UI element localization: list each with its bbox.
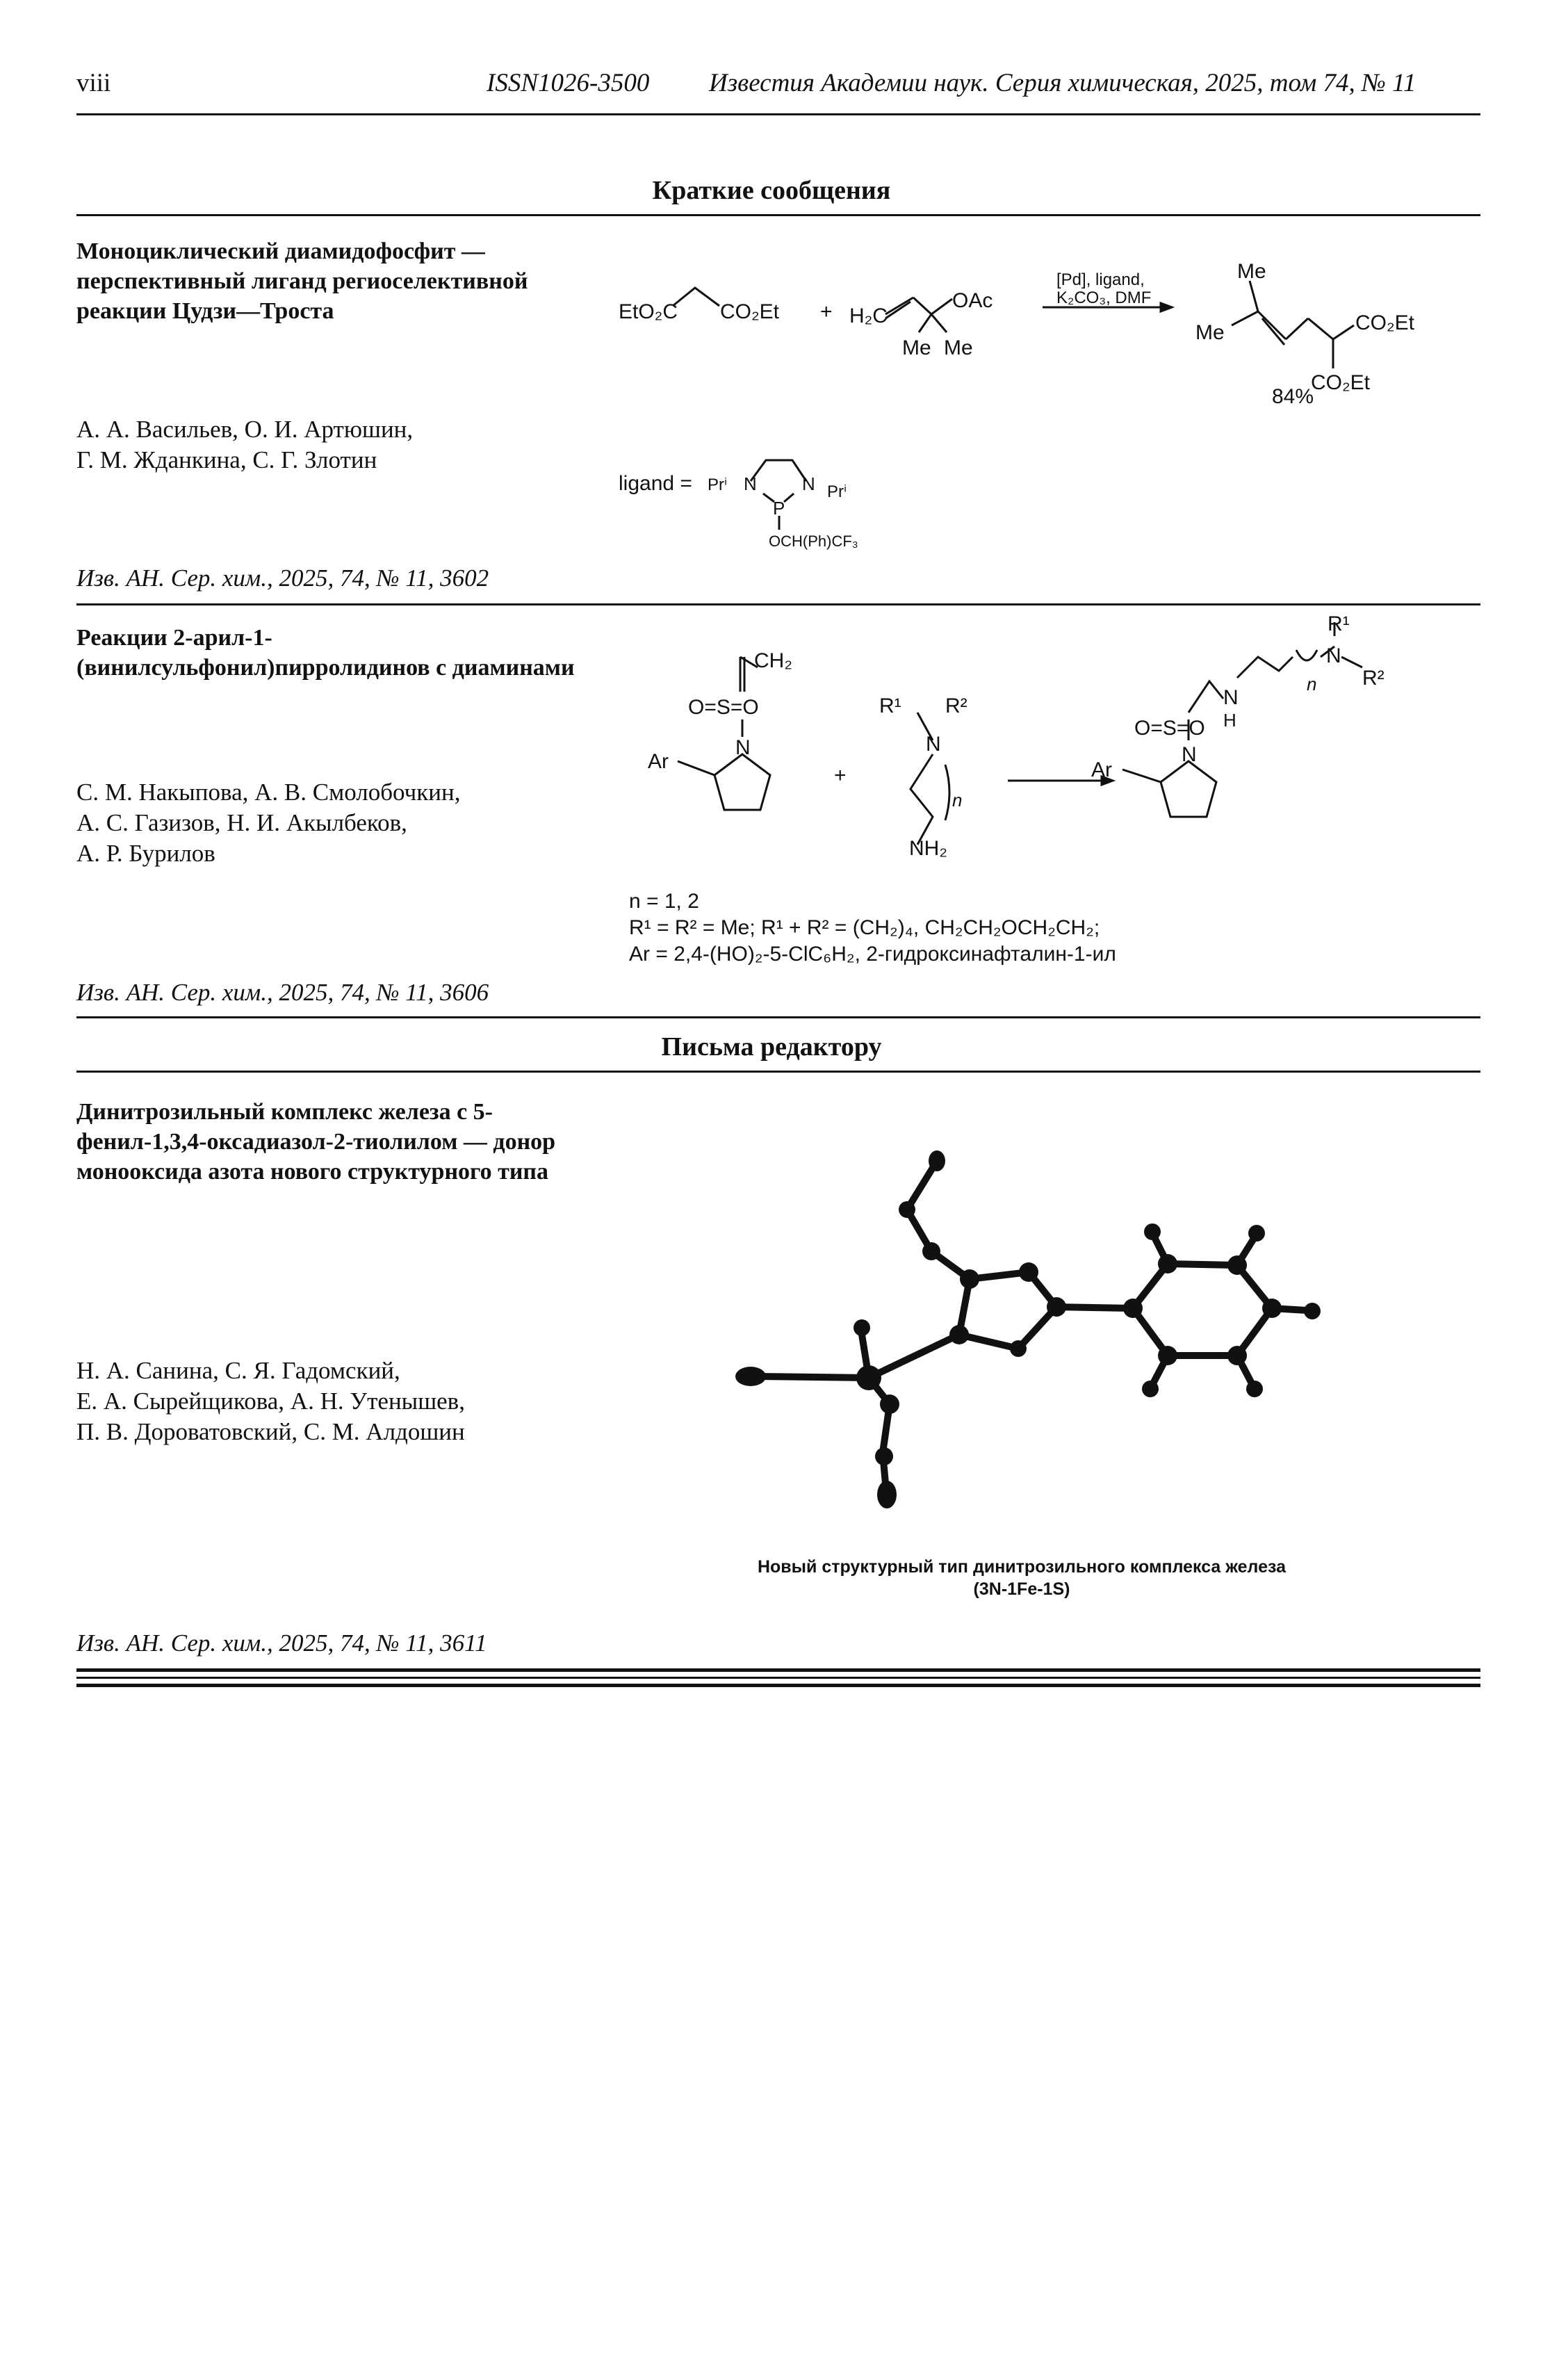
- article-2-citation: Изв. АН. Сер. хим., 2025, 74, № 11, 3606: [76, 979, 489, 1006]
- footer-rule-3: [76, 1684, 1480, 1687]
- aryl-group: Ar: [648, 750, 669, 773]
- allyl-me-2: Me: [944, 336, 973, 359]
- ligand-pr-left: Prⁱ: [708, 475, 728, 494]
- product-co2et-right: CO₂Et: [1355, 311, 1414, 334]
- ligand-label: ligand =: [619, 472, 692, 495]
- footer-rule-1: [76, 1668, 1480, 1672]
- ligand-substituent: OCH(Ph)CF₃: [769, 532, 858, 550]
- ligand-n-left: N: [744, 473, 757, 494]
- malonate-left: EtO₂C: [619, 300, 678, 323]
- plus-sign-2: +: [834, 764, 847, 787]
- article-2-title: Реакции 2-арил-1-(винилсульфонил)пирролидинов с диаминами: [76, 625, 575, 681]
- article-2-note-3: Ar = 2,4-(HO)₂-5-ClC₆H₂, 2-гидроксинафталин-1-ил: [629, 943, 1116, 966]
- product-co2et-bottom: CO₂Et: [1311, 371, 1370, 394]
- section-title-short-communications: Краткие сообщения: [652, 176, 891, 205]
- vinyl-ch2: CH₂: [754, 649, 792, 672]
- amine-index-n: n: [952, 790, 963, 811]
- article-1-scheme: [605, 257, 1480, 550]
- conditions-bottom: K₂CO₃, DMF: [1056, 288, 1152, 307]
- amine-n: N: [926, 733, 941, 756]
- amine-r2: R²: [945, 694, 967, 717]
- molecular-structure-figure: [723, 1126, 1362, 1515]
- journal-title: Известия Академии наук. Серия химическая, 2025, том 74, № 11: [709, 69, 1416, 97]
- figure-caption-line-1: Новый структурный тип динитрозильного комплекса железа: [757, 1557, 1287, 1577]
- sulfonyl-group: O=S=O: [688, 696, 759, 719]
- allyl-me-1: Me: [902, 336, 931, 359]
- article-rule-2: [76, 1016, 1480, 1018]
- section-rule-2: [76, 1071, 1480, 1073]
- product-n-terminal: N: [1326, 644, 1341, 667]
- figure-caption-line-2: (3N-1Fe-1S): [973, 1579, 1070, 1599]
- article-rule-1: [76, 603, 1480, 605]
- conditions-top: [Pd], ligand,: [1056, 270, 1145, 289]
- product-index-n: n: [1307, 674, 1317, 694]
- amine-nh2: NH₂: [909, 837, 947, 860]
- section-rule: [76, 214, 1480, 216]
- article-3-title: Динитрозильный комплекс железа с 5-фенил-1,3,4-оксадиазол-2-тиолилом — донор монооксида азота нового структурного типа: [76, 1099, 556, 1185]
- page-number: viii: [76, 69, 111, 97]
- allyl-h2c: H₂C: [849, 304, 888, 327]
- footer-rule-2: [76, 1677, 1480, 1679]
- article-1-citation: Изв. АН. Сер. хим., 2025, 74, № 11, 3602: [76, 564, 489, 592]
- malonate-right: CO₂Et: [720, 300, 779, 323]
- plus-sign: +: [820, 300, 833, 323]
- section-title-letters: Письма редактору: [661, 1032, 882, 1062]
- article-1-title: Моноциклический диамидофосфит — перспективный лиганд региоселективной реакции Цудзи—Троста: [76, 238, 528, 324]
- product-r1: R¹: [1328, 612, 1350, 635]
- product-r2: R²: [1362, 667, 1385, 690]
- ligand-pr-right: Prⁱ: [827, 482, 847, 501]
- header-rule: [76, 113, 1480, 115]
- article-2-note-2: R¹ = R² = Me; R¹ + R² = (CH₂)₄, CH₂CH₂OCH₂CH₂;: [629, 916, 1100, 939]
- ligand-p: P: [773, 498, 785, 519]
- product-yield: 84%: [1272, 385, 1314, 408]
- product-h: H: [1223, 710, 1236, 731]
- article-2-authors: С. М. Накыпова, А. В. Смолобочкин, А. С. Газизов, Н. И. Акылбеков, А. Р. Бурилов: [76, 779, 461, 867]
- article-2-note-1: n = 1, 2: [629, 890, 699, 913]
- article-3-citation: Изв. АН. Сер. хим., 2025, 74, № 11, 3611: [76, 1629, 487, 1657]
- article-1-authors: А. А. Васильев, О. И. Артюшин, Г. М. Жданкина, С. Г. Злотин: [76, 416, 414, 473]
- article-2-scheme: [612, 612, 1473, 893]
- product-sulfonyl: O=S=O: [1134, 717, 1205, 740]
- allyl-oac: OAc: [952, 289, 993, 312]
- product-aryl: Ar: [1091, 758, 1112, 781]
- product-me-top: Me: [1237, 260, 1266, 283]
- product-ring-n: N: [1182, 743, 1197, 766]
- amine-r1: R¹: [879, 694, 901, 717]
- pyrrolidine-n: N: [735, 736, 751, 759]
- ligand-n-right: N: [802, 473, 815, 494]
- article-3-authors: Н. А. Санина, С. Я. Гадомский, Е. А. Сырейщикова, А. Н. Утенышев, П. В. Дороватовский, С. М. Алдошин: [76, 1357, 465, 1445]
- product-nh: N: [1223, 686, 1239, 709]
- product-me-left: Me: [1195, 321, 1225, 344]
- issn: ISSN1026-3500: [487, 69, 650, 97]
